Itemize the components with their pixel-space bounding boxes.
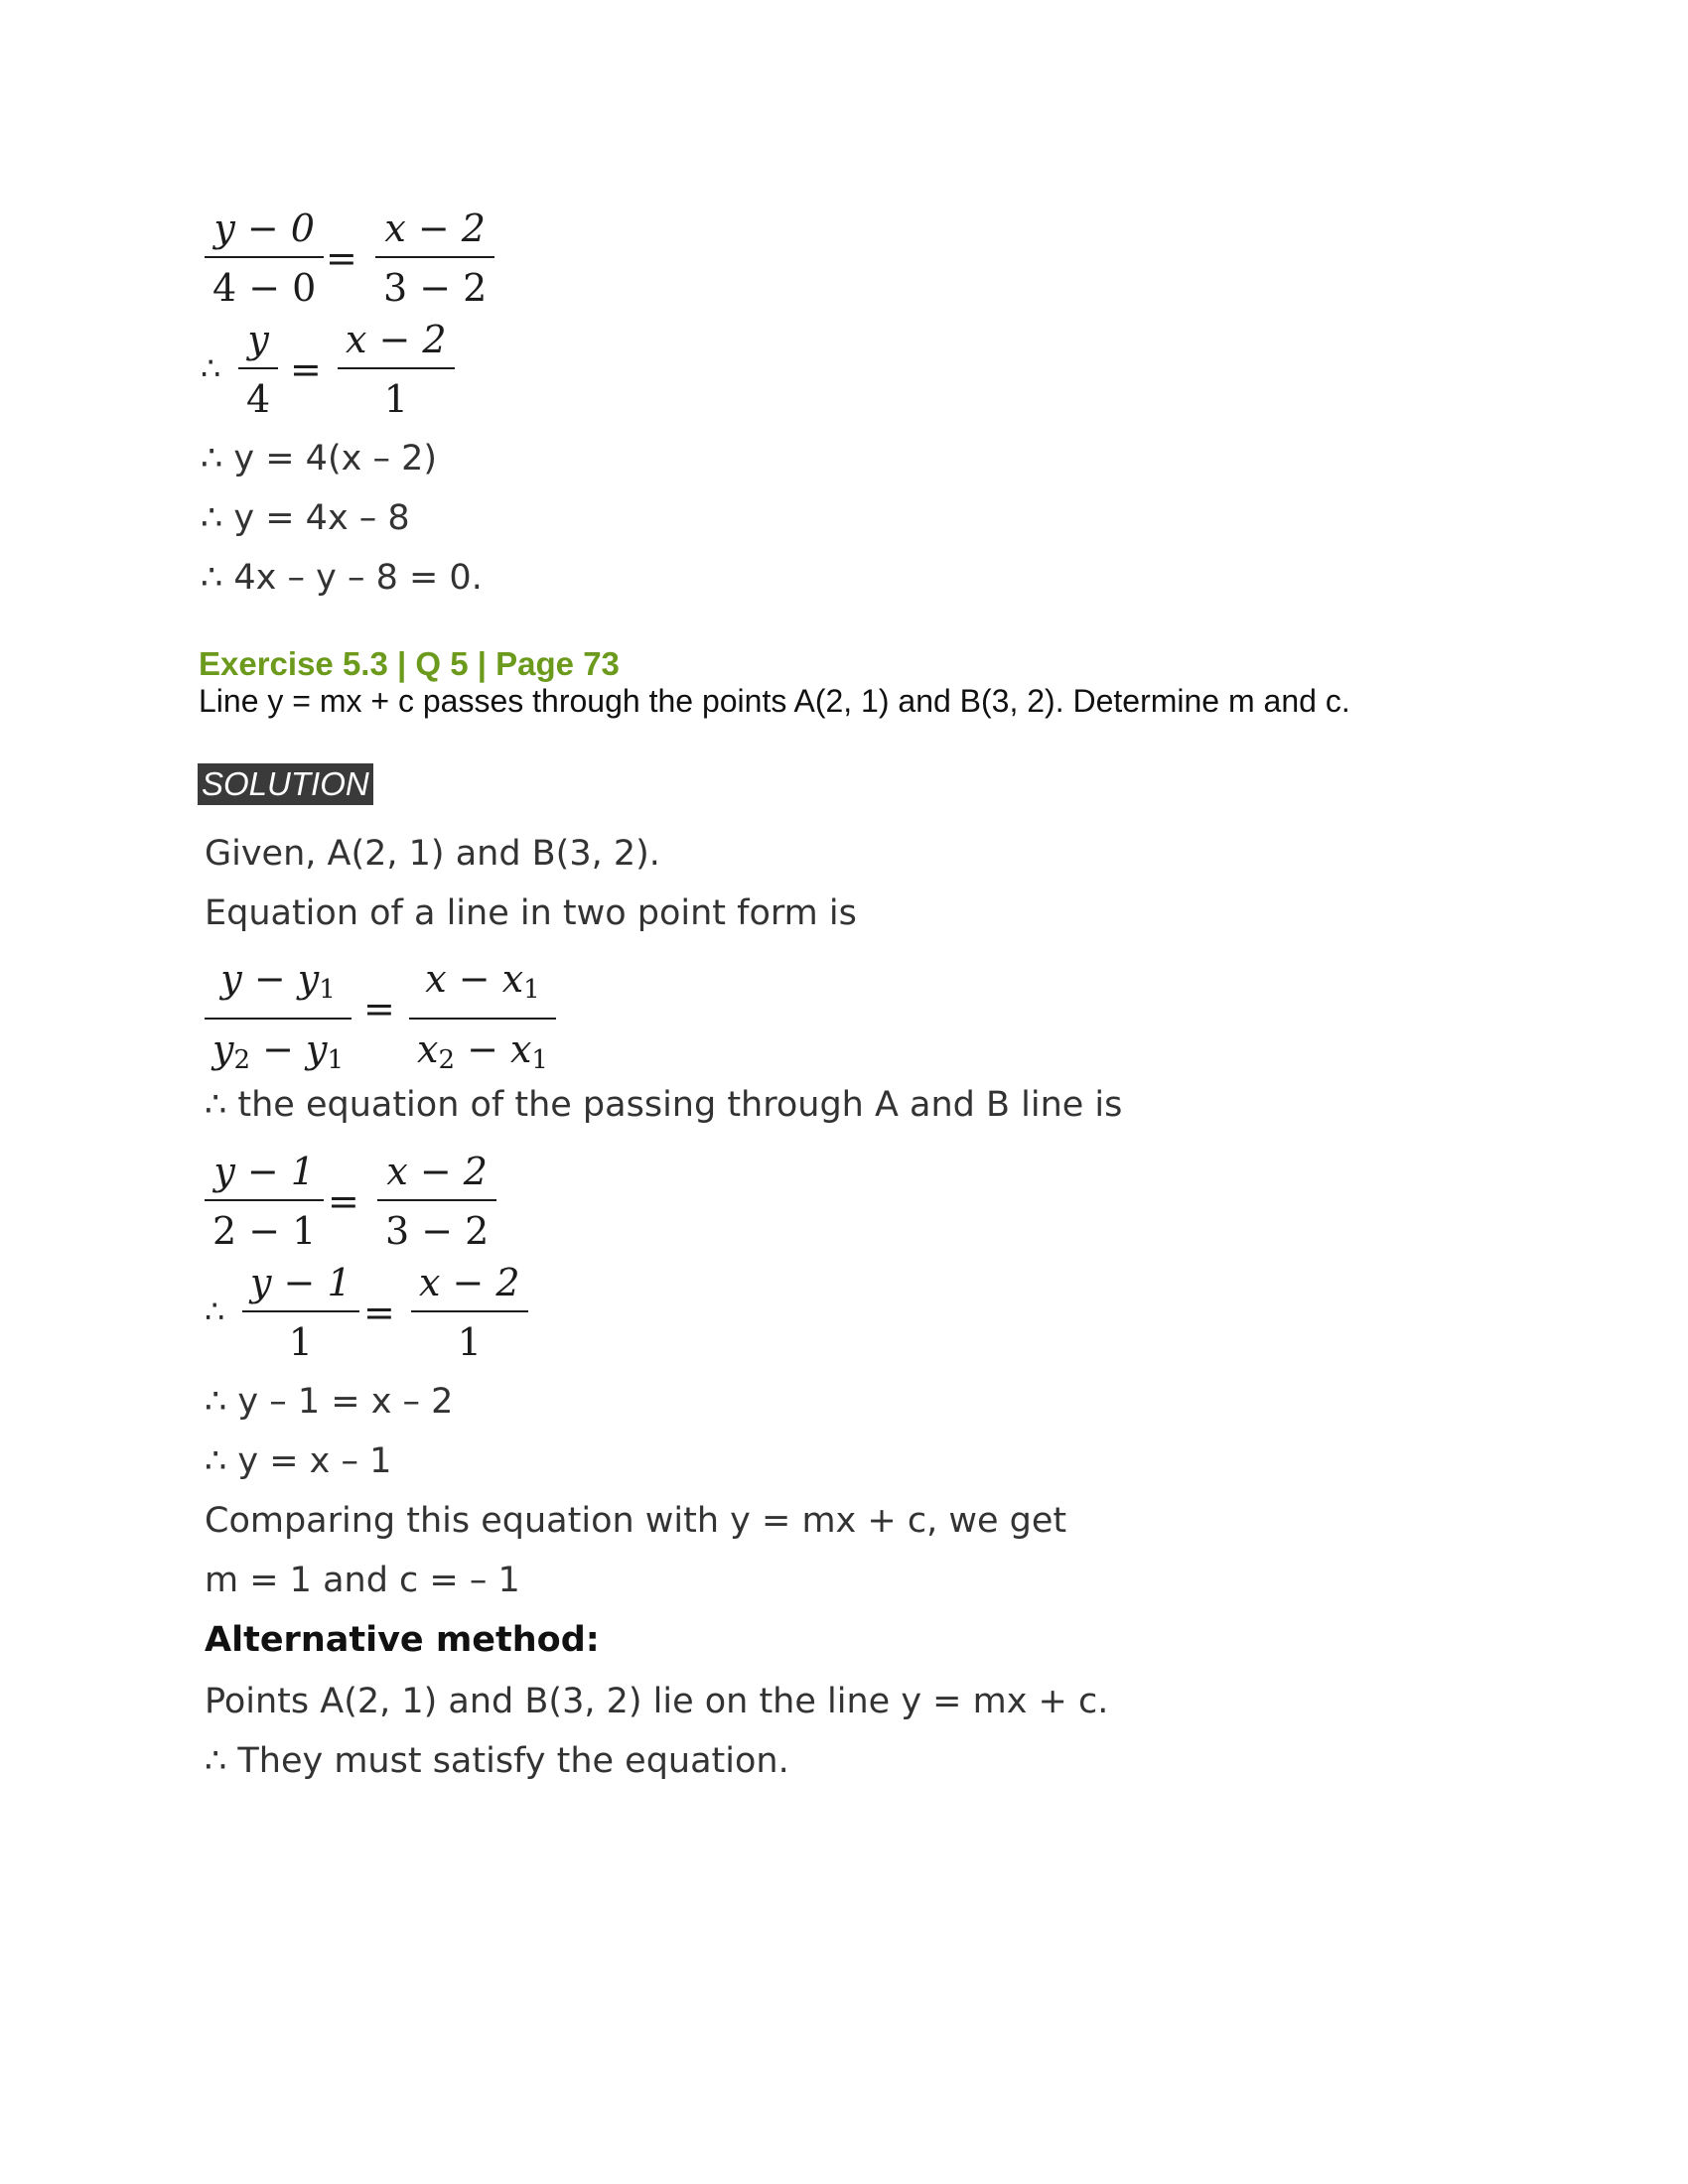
- equals-sign: =: [326, 236, 357, 280]
- numerator: x − 2: [386, 1150, 488, 1193]
- numerator: x − 2: [346, 318, 447, 361]
- equals-sign: =: [363, 1291, 395, 1334]
- equals-sign: =: [290, 347, 322, 391]
- fraction-y-over-4: [238, 316, 278, 423]
- numerator: y: [247, 318, 269, 361]
- therefore-symbol: ∴: [205, 1293, 225, 1330]
- numerator: y − 1: [250, 1261, 352, 1304]
- denominator: 1: [288, 1320, 313, 1364]
- fraction-bar: [238, 367, 278, 369]
- result-line: m = 1 and c = – 1: [205, 1561, 520, 1600]
- derivation-line-3: ∴ 4x – y – 8 = 0.: [201, 558, 483, 598]
- alternative-method-heading: Alternative method:: [205, 1620, 600, 1660]
- given-line: Given, A(2, 1) and B(3, 2).: [205, 834, 660, 874]
- derivation-line-2: ∴ y = 4x – 8: [201, 498, 410, 538]
- compare-line: Comparing this equation with y = mx + c, we get: [205, 1501, 1067, 1541]
- fraction-x2-over-1-b: [411, 1259, 528, 1366]
- fraction-bar: [409, 1018, 556, 1020]
- equals-sign: =: [328, 1179, 359, 1223]
- step-1: ∴ y – 1 = x – 2: [205, 1382, 454, 1422]
- passing-line-text: ∴ the equation of the passing through A and B line is: [205, 1085, 1123, 1125]
- denominator: 3 − 2: [385, 1209, 490, 1253]
- question-text: Line y = mx + c passes through the points A(2, 1) and B(3, 2). Determine m and c.: [199, 683, 1350, 719]
- fraction-x2-over-32-b: [377, 1148, 496, 1255]
- denominator: 4: [246, 377, 271, 421]
- fraction-bar: [205, 1199, 324, 1201]
- denominator: 4 − 0: [212, 266, 317, 310]
- therefore-symbol: ∴: [201, 349, 221, 387]
- step-2: ∴ y = x – 1: [205, 1441, 392, 1481]
- denominator: $x_2 - x_1$: [417, 1027, 548, 1075]
- formula-left-fraction: [205, 955, 352, 1084]
- alt-line-1: Points A(2, 1) and B(3, 2) lie on the line y = mx + c.: [205, 1682, 1109, 1721]
- fraction-bar: [205, 1018, 352, 1020]
- numerator: x − 2: [419, 1261, 520, 1304]
- fraction-x2-over-32: [375, 205, 494, 312]
- two-point-intro: Equation of a line in two point form is: [205, 893, 857, 933]
- solution-badge: SOLUTION: [198, 763, 373, 805]
- alt-line-2: ∴ They must satisfy the equation.: [205, 1741, 789, 1781]
- derivation-line-1: ∴ y = 4(x – 2): [201, 439, 437, 478]
- denominator: 2 − 1: [212, 1209, 317, 1253]
- numerator: y − 1: [213, 1150, 315, 1193]
- fraction-bar: [242, 1310, 359, 1312]
- denominator: $y_2 - y_1$: [212, 1027, 345, 1075]
- fraction-bar: [375, 256, 494, 258]
- numerator: x − 2: [384, 206, 486, 250]
- formula-right-fraction: [409, 955, 556, 1084]
- fraction-x2-over-1: [338, 316, 455, 423]
- fraction-y1-over-21: [205, 1148, 324, 1255]
- numerator: $y - y_1$: [220, 957, 336, 1005]
- fraction-bar: [338, 367, 455, 369]
- denominator: 1: [383, 377, 408, 421]
- denominator: 3 − 2: [383, 266, 488, 310]
- equals-sign: =: [363, 987, 395, 1030]
- fraction-bar: [377, 1199, 496, 1201]
- fraction-bar: [205, 256, 324, 258]
- fraction-y1-over-1: [242, 1259, 359, 1366]
- numerator: y − 0: [213, 206, 315, 250]
- fraction-y0-over-40: [205, 205, 324, 312]
- exercise-heading: Exercise 5.3 | Q 5 | Page 73: [199, 645, 620, 682]
- denominator: 1: [457, 1320, 482, 1364]
- numerator: $x - x_1$: [425, 957, 540, 1005]
- fraction-bar: [411, 1310, 528, 1312]
